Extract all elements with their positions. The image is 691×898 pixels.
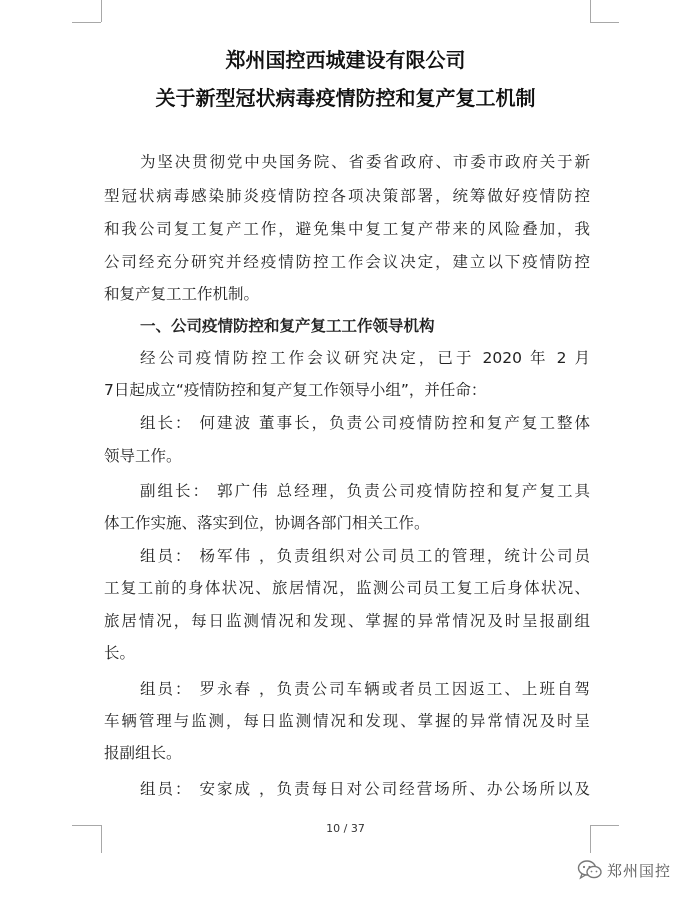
watermark-text: 郑州国控 — [607, 861, 672, 880]
body-line-17: 组员： 罗永春 ，负责公司车辆或者员工因返工、上班自驾 — [140, 680, 590, 698]
body-line-13: 组员： 杨军伟 ，负责组织对公司员工的管理，统计公司员 — [140, 547, 590, 565]
body-line-11: 副组长： 郭广伟 总经理，负责公司疫情防控和复产复工具 — [140, 482, 590, 500]
body-line-5: 和复产复工工作机制。 — [104, 285, 260, 303]
body-line-20: 组员： 安家成 ，负责每日对公司经营场所、办公场所以及 — [140, 780, 590, 798]
watermark — [577, 858, 671, 882]
crop-mark-top-left-h — [72, 22, 101, 23]
body-line-14: 工复工前的身体状况、旅居情况，监测公司员工复工后身体状况、 — [104, 579, 590, 597]
crop-mark-top-right-h — [590, 22, 619, 23]
body-line-18: 车辆管理与监测，每日监测情况和发现、掌握的异常情况及时呈 — [104, 712, 590, 730]
body-line-1: 为坚决贯彻党中央国务院、省委省政府、市委市政府关于新 — [140, 153, 590, 171]
body-line-15: 旅居情况，每日监测情况和发现、掌握的异常情况及时呈报副组 — [104, 612, 590, 630]
document-title-company: 郑州国控西城建设有限公司 — [225, 48, 466, 72]
wechat-logo-icon — [577, 859, 603, 881]
body-line-8: 7日起成立“疫情防控和复产复工作领导小组”，并任命： — [104, 381, 487, 399]
body-line-12: 体工作实施、落实到位，协调各部门相关工作。 — [104, 514, 430, 532]
body-line-4: 公司经充分研究并经疫情防控工作会议决定，建立以下疫情防控 — [104, 253, 590, 271]
body-line-19: 报副组长。 — [104, 744, 182, 762]
body-line-9: 组长： 何建波 董事长，负责公司疫情防控和复产复工整体 — [140, 414, 590, 432]
crop-mark-top-right — [590, 0, 591, 22]
page-number: 10 / 37 — [326, 822, 365, 835]
body-line-2: 型冠状病毒感染肺炎疫情防控各项决策部署，统筹做好疫情防控 — [104, 187, 590, 205]
crop-mark-top-left — [101, 0, 102, 22]
body-line-10: 领导工作。 — [104, 447, 182, 465]
body-line-16: 长。 — [104, 644, 136, 662]
document-title-subject: 关于新型冠状病毒疫情防控和复产复工机制 — [155, 86, 536, 110]
body-line-3: 和我公司复工复产工作，避免集中复工复产带来的风险叠加，我 — [104, 220, 590, 238]
body-line-7: 经公司疫情防控工作会议研究决定，已于 2020 年 2 月 — [140, 349, 590, 367]
section-heading-1: 一、公司疫情防控和复产复工工作领导机构 — [140, 317, 435, 335]
